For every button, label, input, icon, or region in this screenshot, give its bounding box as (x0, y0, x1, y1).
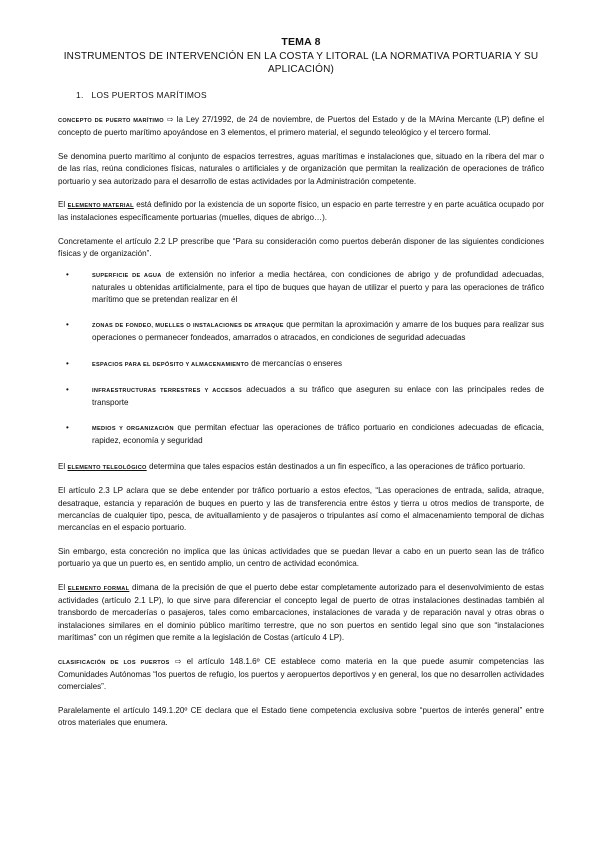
paragraph-sin-embargo: Sin embargo, esta concreción no implica que las únicas actividades que se puedan llevar a cabo en un puerto sean las de tráfico portuario ya que un puerto es, en sentido amplio, un centro de actividad económica. (58, 546, 544, 569)
bullet-icon: • (66, 384, 69, 394)
paragraph-elemento-teleologico (58, 461, 544, 474)
concepto-text: la Ley 27/1992, de 24 de noviembre, de Puertos del Estado y de la MArina Mercante (LP) define el concepto de puerto marítimo apoyándose en 3 elementos, el primero material, el segundo teleológico y el tercero formal. (58, 115, 544, 138)
paragraph-clasificacion (58, 656, 544, 694)
teleologico-lead: ELEMENTO TELEOLÓGICO (67, 464, 147, 471)
list-item (58, 384, 544, 409)
page-subtitle: INSTRUMENTOS DE INTERVENCIÓN EN LA COSTA Y LITORAL (LA NORMATIVA PORTUARIA Y SU APLICACIÓN) (63, 51, 539, 75)
list-item-lead: MEDIOS Y ORGANIZACIÓN (92, 426, 174, 433)
list-item-text: de mercancías o enseres (248, 358, 343, 368)
clasificacion-lead: CLASIFICACIÓN DE LOS PUERTOS (58, 659, 170, 666)
teleologico-text: determina que tales espacios están destinados a un fin específico, a las operaciones de tráfico portuario. (146, 461, 526, 471)
section-title: LOS PUERTOS MARÍTIMOS (91, 90, 207, 100)
section-number: 1. (76, 90, 84, 100)
list-item-text: que permitan efectuar las operaciones de tráfico portuario en condiciones adecuadas de eficacia, rapidez, economía y seguridad (92, 423, 545, 446)
list-item-lead: SUPERFICIE DE AGUA (92, 272, 162, 279)
paragraph-paralelamente: Paralelamente el artículo 149.1.20º CE declara que el Estado tiene competencia exclusiva sobre “puertos de interés general” entre otros materiales que enumera. (58, 705, 544, 728)
material-lead: ELEMENTO MATERIAL (67, 203, 134, 210)
material-text: está definido por la existencia de un soporte físico, un espacio en parte terrestre y en parte acuática ocupado por las instalaciones específicamente portuarias (muelles, diques de abrigo…). (58, 200, 544, 223)
list-item (58, 269, 544, 307)
paragraph-concepto (58, 114, 544, 140)
list-item-lead: ZONAS DE FONDEO, MUELLES O INSTALACIONES DE ATRAQUE (92, 323, 284, 330)
list-item-lead: ESPACIOS PARA EL DEPÓSITO Y ALMACENAMIENTO (92, 361, 249, 368)
list-item (58, 358, 544, 371)
list-item (58, 422, 544, 447)
bullet-icon: • (66, 358, 69, 368)
paragraph-elemento-material (58, 199, 544, 225)
material-pre: El (58, 200, 68, 210)
paragraph-elemento-formal (58, 582, 544, 645)
page-title: TEMA 8 (281, 36, 321, 48)
document-page (58, 36, 544, 730)
paragraph-articulo-2-2: Concretamente el artículo 2.2 LP prescribe que “Para su consideración como puertos deberán disponer de las siguientes condiciones físicas y de organización”. (58, 236, 544, 259)
concepto-lead: CONCEPTO DE PUERTO MARÍTIMO (58, 118, 164, 124)
paragraph-articulo-2-3: El artículo 2.3 LP aclara que se debe entender por tráfico portuario a estos efectos, “Las operaciones de entrada, salida, atraque, desatraque, estancia y reparación de buques en puerto y las de transferencia entre éstos y tierra u otros medios de transporte, de mercancías de cualquier tipo, pesca, de avituallamiento y de pasajeros o tripulantes así como el almacenamiento temporal de dichas mercancías en el espacio portuario. (58, 486, 544, 533)
bullet-icon: • (66, 320, 69, 330)
conditions-list (58, 269, 544, 448)
list-item-text: adecuados a su tráfico que aseguren su enlace con las principales redes de transporte (92, 384, 544, 408)
formal-lead: ELEMENTO FORMAL (67, 585, 130, 592)
formal-text: dimana de la precisión de que el puerto debe estar completamente autorizado para el desenvolvimiento de estas actividades (artículo 2.1 LP), lo que sirve para diferenciar el concepto legal de puerto de otras instalaciones destinadas también al transbordo de mercaderías o pasajeros, tales como embarcaciones, instalaciones de varada y de reparación naval y otras obras o instalaciones similares en el dominio público marítimo terrestre, que no son puertos en sentido legal sino que son “instalaciones marítimas” con un régimen que remite a la legislación de Costas (artículo 4 LP). (58, 582, 544, 643)
arrow-icon: ⇨ (166, 115, 174, 124)
paragraph-definicion: Se denomina puerto marítimo al conjunto de espacios terrestres, aguas marítimas e instalaciones que, situado en la ribera del mar o de las rías, reúna condiciones físicas, naturales o artificiales y de organización que permitan la realización de operaciones de tráfico portuario y sea autorizado para el desarrollo de estas actividades por la Administración competente. (58, 151, 544, 186)
formal-pre: El (58, 582, 68, 592)
list-item-lead: INFRAESTRUCTURAS TERRESTRES Y ACCESOS (92, 387, 242, 394)
teleologico-pre: El (58, 461, 68, 471)
bullet-icon: • (66, 423, 69, 433)
arrow-icon: ⇨ (174, 656, 182, 666)
bullet-icon: • (66, 269, 69, 279)
list-item-text: que permitan la aproximación y amarre de los buques para realizar sus operaciones o permanecer fondeados, amarrados o atracados, en condiciones de seguridad adecuadas (92, 320, 544, 343)
list-item (58, 319, 544, 344)
clasificacion-text: el artículo 148.1.6º CE establece como materia en la que puede asumir competencias las Comunidades Autónomas “los puertos de refugio, los puertos y aeropuertos deportivos y en general, los que no desarrollen actividades comerciales”. (58, 656, 545, 692)
section-heading (76, 90, 544, 100)
list-item-text: de extensión no inferior a media hectárea, con condiciones de abrigo y de profundidad adecuadas, naturales u obtenidas artificialmente, para el tipo de buques que hayan de utilizar el puerto y para las operaciones de tráfico marítimo que se pretendan realizar en él (92, 269, 545, 305)
